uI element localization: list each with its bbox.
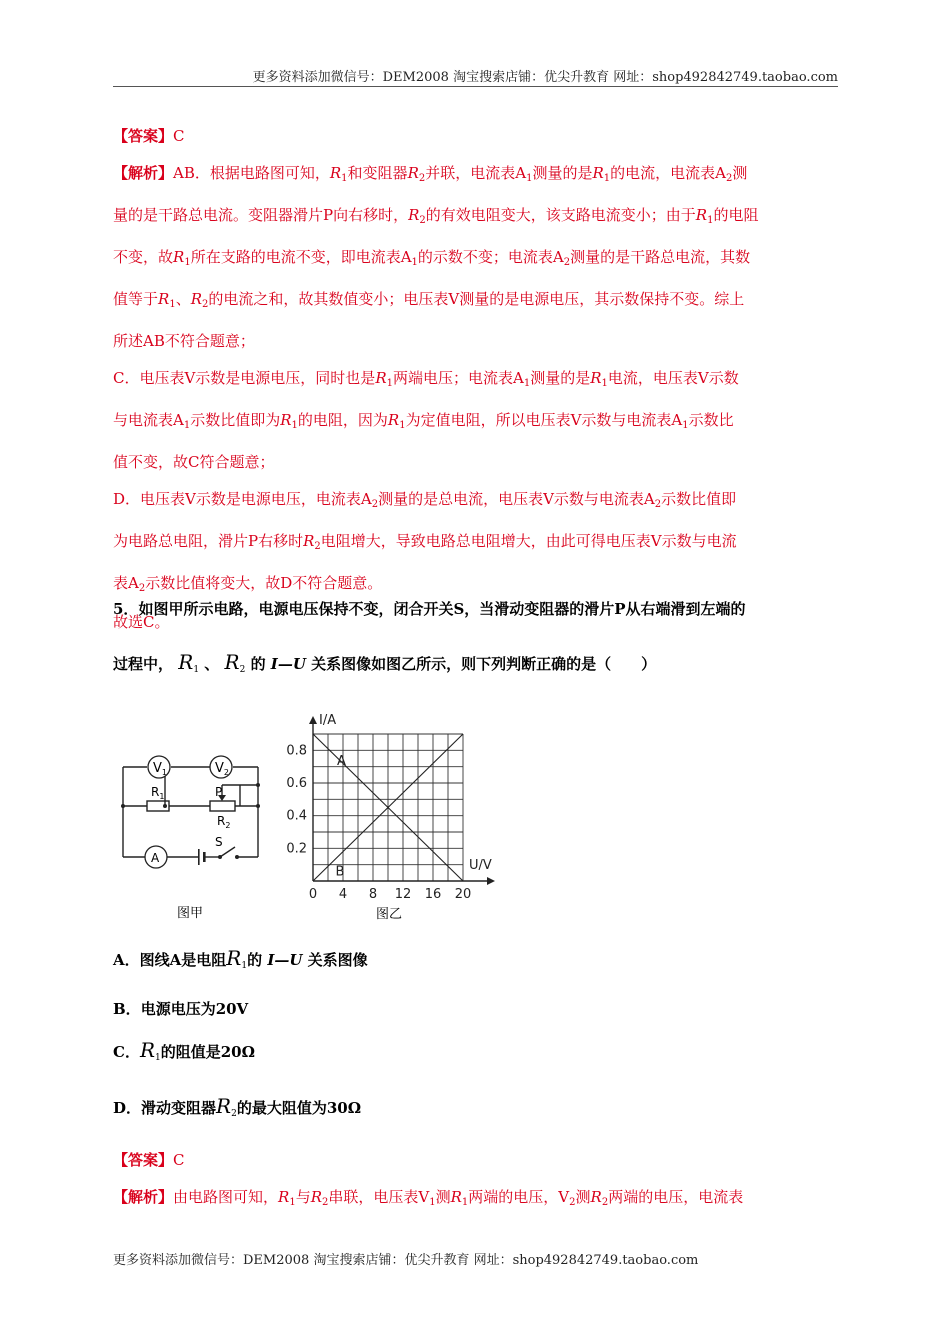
y-axis-arrow <box>309 716 317 724</box>
v1-label: $V_1$ <box>153 761 167 777</box>
analysis-text: 故选C。 <box>113 613 170 631</box>
series-label-a: A <box>337 754 346 770</box>
analysis-text: 值等于$R_1$、$R_2$的电流之和，故其数值变小；电压表V测量的是电源电压，其示数保持不变。综上 <box>113 290 745 310</box>
analysis-text: AB．根据电路图可知，$R_1$和变阻器$R_2$并联，电流表$A_1$测量的是$R_1$的电流，电流表$A_2$测 <box>173 164 748 184</box>
ammeter-label: A <box>151 851 160 865</box>
switch-label: S <box>215 835 223 849</box>
y-axis-label: I/A <box>319 713 337 728</box>
answer-label: 【答案】 <box>113 127 174 145</box>
answer-block-2 <box>113 1142 838 1221</box>
option-d[interactable]: D．滑动变阻器$R_2$的最大阻值为30Ω <box>113 1094 362 1119</box>
p-label: P <box>215 785 223 799</box>
circuit-diagram <box>115 745 275 930</box>
graph-caption: 图乙 <box>376 907 403 922</box>
r2-label: $R_2$ <box>217 814 231 830</box>
x-axis-arrow <box>487 877 495 885</box>
analysis-text: D．电压表V示数是电源电压，电流表$A_2$测量的是总电流，电压表V示数与电流表$A_2$示数比值即 <box>113 490 737 510</box>
r1-symbol: $R_1$ <box>178 650 200 675</box>
analysis-text: 量的是干路总电流。变阻器滑片P向右移时，$R_2$的有效电阻变大，该支路电流变小；由于$R_1$的电阻 <box>113 206 759 226</box>
question-5-line-2: 过程中， $R_1$ 、 $R_2$ 的 I—U 关系图像如图乙所示，则下列判断正确的是（ ） <box>113 650 657 675</box>
question-5-line-1: 5．如图甲所示电路，电源电压保持不变，闭合开关S，当滑动变阻器的滑片P从右端滑到左端的 <box>113 600 746 618</box>
analysis-text: 不变，故$R_1$所在支路的电流不变，即电流表$A_1$的示数不变；电流表$A_2$测量的是干路总电流，其数 <box>113 248 751 268</box>
x-tick-label: 4 <box>338 887 348 902</box>
analysis-text: 所述AB不符合题意； <box>113 332 255 350</box>
question-number: 5． <box>113 600 139 618</box>
analysis-text: 表$A_2$示数比值将变大，故D不符合题意。 <box>113 574 383 594</box>
analysis-text: 由电路图可知，$R_1$与$R_2$串联，电压表$V_1$测$R_1$两端的电压，$V_2$测$R_2$两端的电压，电流表 <box>173 1188 744 1208</box>
r2-symbol: $R_2$ <box>216 1094 237 1119</box>
y-tick-label: 0.4 <box>286 808 307 824</box>
page-footer: 更多资料添加微信号：DEM2008 淘宝搜索店铺：优尖升教育 网址：shop492842749.taobao.com <box>113 1253 699 1268</box>
v2-label: $V_2$ <box>215 761 229 777</box>
option-c[interactable]: C．$R_1$的阻值是20Ω <box>113 1038 255 1063</box>
r2-symbol: $R_2$ <box>224 650 246 675</box>
analysis-text: 与电流表$A_1$示数比值即为$R_1$的电阻，因为$R_1$为定值电阻，所以电压表V示数与电流表$A_1$示数比 <box>113 411 734 431</box>
x-tick-label: 12 <box>394 887 412 902</box>
r1-symbol: $R_1$ <box>226 946 248 971</box>
circuit-caption: 图甲 <box>177 906 204 921</box>
answer-value: C <box>173 127 185 145</box>
analysis-label: 【解析】 <box>113 164 174 182</box>
analysis-text: 为电路总电阻，滑片P右移时$R_2$电阻增大，导致电路总电阻增大，由此可得电压表V示数与电流 <box>113 532 737 552</box>
header-divider <box>113 86 838 87</box>
answer-value: C <box>173 1151 185 1169</box>
x-tick-label: 0 <box>308 887 318 902</box>
iu-graph <box>280 700 500 930</box>
x-tick-label: 20 <box>454 887 472 902</box>
answer-label: 【答案】 <box>113 1151 174 1169</box>
x-tick-label: 8 <box>368 887 378 902</box>
x-axis-label: U/V <box>469 858 492 873</box>
page-header: 更多资料添加微信号：DEM2008 淘宝搜索店铺：优尖升教育 网址：shop492842749.taobao.com <box>252 70 838 85</box>
y-tick-label: 0.8 <box>286 743 307 759</box>
option-b[interactable]: B．电源电压为20V <box>113 1000 249 1018</box>
y-tick-label: 0.6 <box>286 776 307 791</box>
x-tick-label: 16 <box>424 887 442 902</box>
y-tick-label: 0.2 <box>286 841 307 857</box>
analysis-text: 值不变，故C符合题意； <box>113 453 275 471</box>
r1-label: $R_1$ <box>151 785 165 801</box>
answer-block-1 <box>113 118 838 637</box>
series-label-b: B <box>335 864 345 880</box>
analysis-text: C．电压表V示数是电源电压，同时也是$R_1$两端电压；电流表$A_1$测量的是$R_1$电流，电压表V示数 <box>113 369 739 389</box>
r1-symbol: $R_1$ <box>139 1038 161 1063</box>
analysis-label: 【解析】 <box>113 1188 174 1206</box>
option-a[interactable]: A．图线A是电阻$R_1$的 I—U 关系图像 <box>113 946 368 971</box>
